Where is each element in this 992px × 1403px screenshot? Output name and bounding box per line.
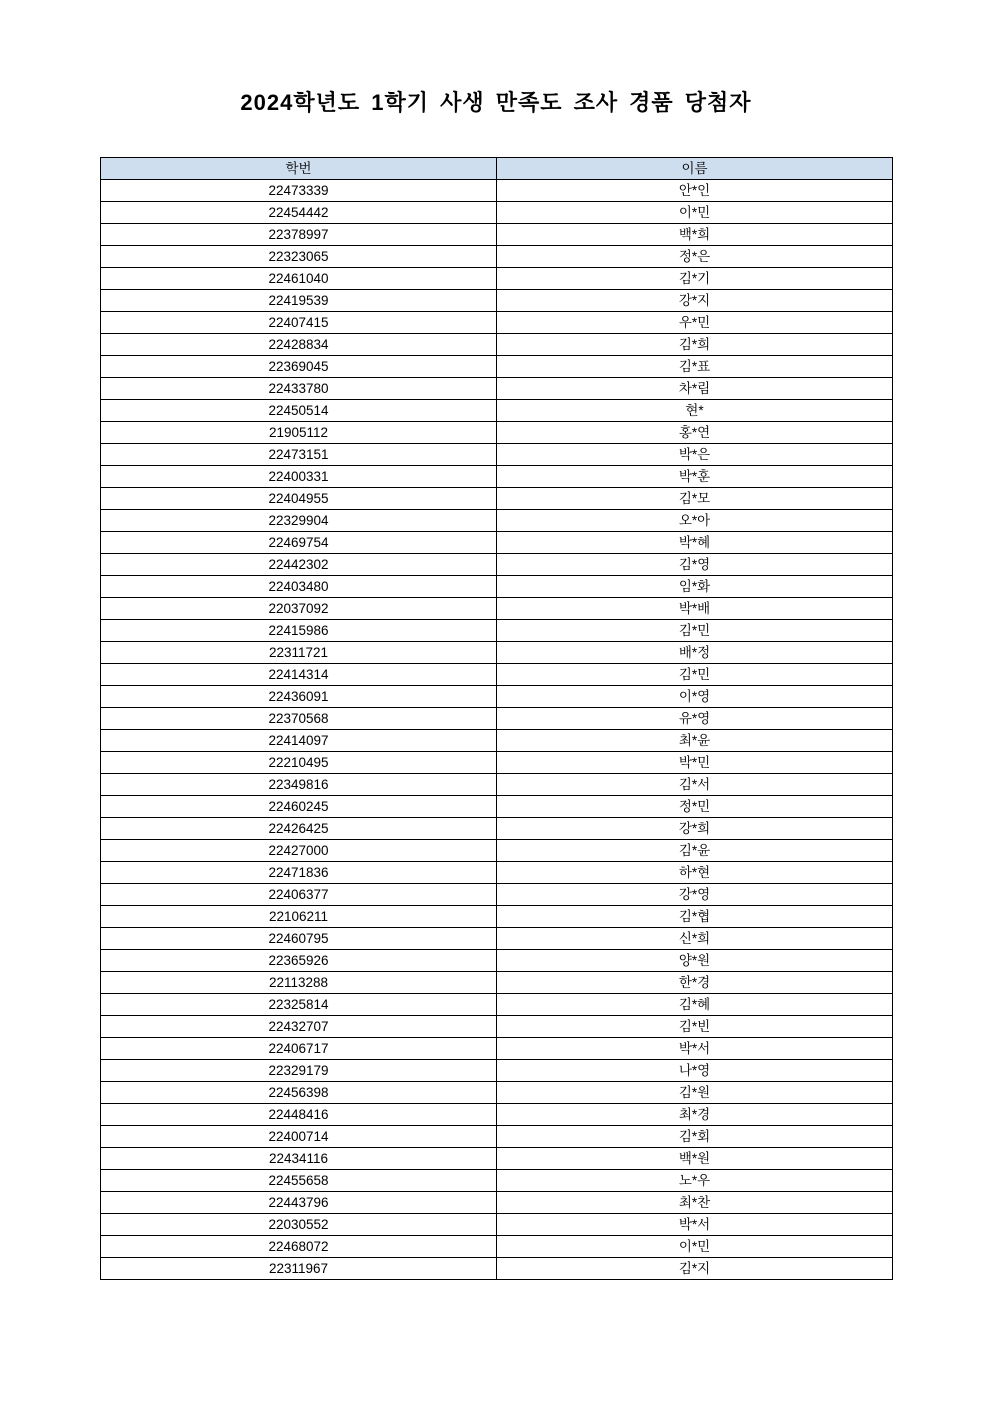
column-header-student-id: 학번 <box>101 158 497 180</box>
table-row <box>101 1214 893 1236</box>
table-row <box>101 312 893 334</box>
student-id-cell: 22378997 <box>101 224 497 246</box>
table-row <box>101 246 893 268</box>
table-row <box>101 1038 893 1060</box>
name-cell: 안*인 <box>497 180 893 202</box>
name-cell: 이*영 <box>497 686 893 708</box>
student-id-cell: 22329179 <box>101 1060 497 1082</box>
name-cell: 김*윤 <box>497 840 893 862</box>
table-row <box>101 840 893 862</box>
table-row <box>101 224 893 246</box>
name-cell: 김*회 <box>497 1126 893 1148</box>
student-id-cell: 22468072 <box>101 1236 497 1258</box>
student-id-cell: 22433780 <box>101 378 497 400</box>
student-id-cell: 22414097 <box>101 730 497 752</box>
table-row <box>101 774 893 796</box>
student-id-cell: 22113288 <box>101 972 497 994</box>
name-cell: 유*영 <box>497 708 893 730</box>
name-cell: 한*경 <box>497 972 893 994</box>
table-row <box>101 1148 893 1170</box>
student-id-cell: 22428834 <box>101 334 497 356</box>
student-id-cell: 22349816 <box>101 774 497 796</box>
name-cell: 백*희 <box>497 224 893 246</box>
table-row <box>101 1192 893 1214</box>
name-cell: 김*서 <box>497 774 893 796</box>
name-cell: 배*정 <box>497 642 893 664</box>
student-id-cell: 22407415 <box>101 312 497 334</box>
student-id-cell: 22365926 <box>101 950 497 972</box>
student-id-cell: 22450514 <box>101 400 497 422</box>
student-id-cell: 22311721 <box>101 642 497 664</box>
table-row <box>101 664 893 686</box>
name-cell: 박*배 <box>497 598 893 620</box>
student-id-cell: 22403480 <box>101 576 497 598</box>
name-cell: 현* <box>497 400 893 422</box>
table-row <box>101 620 893 642</box>
name-cell: 박*은 <box>497 444 893 466</box>
student-id-cell: 22473151 <box>101 444 497 466</box>
header-row <box>101 158 893 180</box>
name-cell: 최*찬 <box>497 1192 893 1214</box>
table-row <box>101 708 893 730</box>
name-cell: 김*원 <box>497 1082 893 1104</box>
table-row <box>101 598 893 620</box>
student-id-cell: 22406717 <box>101 1038 497 1060</box>
student-id-cell: 22415986 <box>101 620 497 642</box>
student-id-cell: 22404955 <box>101 488 497 510</box>
column-header-name: 이름 <box>497 158 893 180</box>
table-row <box>101 422 893 444</box>
name-cell: 차*림 <box>497 378 893 400</box>
name-cell: 최*경 <box>497 1104 893 1126</box>
name-cell: 하*현 <box>497 862 893 884</box>
name-cell: 박*서 <box>497 1214 893 1236</box>
table-row <box>101 290 893 312</box>
table-row <box>101 1082 893 1104</box>
name-cell: 김*민 <box>497 664 893 686</box>
student-id-cell: 22460795 <box>101 928 497 950</box>
name-cell: 김*기 <box>497 268 893 290</box>
name-cell: 정*민 <box>497 796 893 818</box>
student-id-cell: 22370568 <box>101 708 497 730</box>
student-id-cell: 22400714 <box>101 1126 497 1148</box>
student-id-cell: 22443796 <box>101 1192 497 1214</box>
table-row <box>101 994 893 1016</box>
name-cell: 정*은 <box>497 246 893 268</box>
name-cell: 우*민 <box>497 312 893 334</box>
student-id-cell: 22037092 <box>101 598 497 620</box>
name-cell: 강*지 <box>497 290 893 312</box>
student-id-cell: 22461040 <box>101 268 497 290</box>
student-id-cell: 22442302 <box>101 554 497 576</box>
student-id-cell: 22427000 <box>101 840 497 862</box>
table-row <box>101 1258 893 1280</box>
name-cell: 박*혜 <box>497 532 893 554</box>
student-id-cell: 22406377 <box>101 884 497 906</box>
name-cell: 임*화 <box>497 576 893 598</box>
table-row <box>101 378 893 400</box>
table-row <box>101 1016 893 1038</box>
table-row <box>101 818 893 840</box>
table-row <box>101 576 893 598</box>
table-row <box>101 906 893 928</box>
table-row <box>101 532 893 554</box>
table-row <box>101 334 893 356</box>
table-row <box>101 730 893 752</box>
student-id-cell: 22210495 <box>101 752 497 774</box>
table-row <box>101 268 893 290</box>
table-body <box>101 180 893 1280</box>
winners-table <box>100 157 893 1280</box>
table-row <box>101 686 893 708</box>
table-row <box>101 928 893 950</box>
student-id-cell: 22030552 <box>101 1214 497 1236</box>
name-cell: 신*희 <box>497 928 893 950</box>
student-id-cell: 22455658 <box>101 1170 497 1192</box>
table-row <box>101 400 893 422</box>
table-row <box>101 356 893 378</box>
table-row <box>101 752 893 774</box>
student-id-cell: 22471836 <box>101 862 497 884</box>
name-cell: 백*원 <box>497 1148 893 1170</box>
student-id-cell: 22448416 <box>101 1104 497 1126</box>
table-row <box>101 1170 893 1192</box>
table-row <box>101 796 893 818</box>
name-cell: 강*희 <box>497 818 893 840</box>
table-row <box>101 510 893 532</box>
name-cell: 김*영 <box>497 554 893 576</box>
table-row <box>101 1126 893 1148</box>
student-id-cell: 22460245 <box>101 796 497 818</box>
student-id-cell: 22400331 <box>101 466 497 488</box>
name-cell: 최*윤 <box>497 730 893 752</box>
name-cell: 박*훈 <box>497 466 893 488</box>
name-cell: 김*표 <box>497 356 893 378</box>
table-row <box>101 554 893 576</box>
table-row <box>101 862 893 884</box>
student-id-cell: 22329904 <box>101 510 497 532</box>
student-id-cell: 22436091 <box>101 686 497 708</box>
name-cell: 김*협 <box>497 906 893 928</box>
name-cell: 노*우 <box>497 1170 893 1192</box>
table-row <box>101 202 893 224</box>
name-cell: 양*원 <box>497 950 893 972</box>
student-id-cell: 22456398 <box>101 1082 497 1104</box>
student-id-cell: 22323065 <box>101 246 497 268</box>
table-row <box>101 972 893 994</box>
student-id-cell: 21905112 <box>101 422 497 444</box>
name-cell: 김*빈 <box>497 1016 893 1038</box>
name-cell: 김*지 <box>497 1258 893 1280</box>
student-id-cell: 22419539 <box>101 290 497 312</box>
student-id-cell: 22454442 <box>101 202 497 224</box>
student-id-cell: 22369045 <box>101 356 497 378</box>
student-id-cell: 22106211 <box>101 906 497 928</box>
name-cell: 김*민 <box>497 620 893 642</box>
student-id-cell: 22426425 <box>101 818 497 840</box>
name-cell: 김*모 <box>497 488 893 510</box>
table-row <box>101 466 893 488</box>
student-id-cell: 22311967 <box>101 1258 497 1280</box>
name-cell: 김*혜 <box>497 994 893 1016</box>
student-id-cell: 22469754 <box>101 532 497 554</box>
table-row <box>101 1236 893 1258</box>
table-row <box>101 950 893 972</box>
student-id-cell: 22434116 <box>101 1148 497 1170</box>
name-cell: 박*민 <box>497 752 893 774</box>
name-cell: 오*아 <box>497 510 893 532</box>
table-row <box>101 884 893 906</box>
table-row <box>101 1104 893 1126</box>
student-id-cell: 22325814 <box>101 994 497 1016</box>
table-row <box>101 444 893 466</box>
table-row <box>101 1060 893 1082</box>
name-cell: 홍*연 <box>497 422 893 444</box>
name-cell: 이*민 <box>497 202 893 224</box>
name-cell: 김*희 <box>497 334 893 356</box>
table-row <box>101 488 893 510</box>
name-cell: 박*서 <box>497 1038 893 1060</box>
table-row <box>101 642 893 664</box>
student-id-cell: 22473339 <box>101 180 497 202</box>
name-cell: 나*영 <box>497 1060 893 1082</box>
table-row <box>101 180 893 202</box>
student-id-cell: 22414314 <box>101 664 497 686</box>
name-cell: 이*민 <box>497 1236 893 1258</box>
page-title: 2024학년도 1학기 사생 만족도 조사 경품 당첨자 <box>240 90 752 115</box>
student-id-cell: 22432707 <box>101 1016 497 1038</box>
name-cell: 강*영 <box>497 884 893 906</box>
